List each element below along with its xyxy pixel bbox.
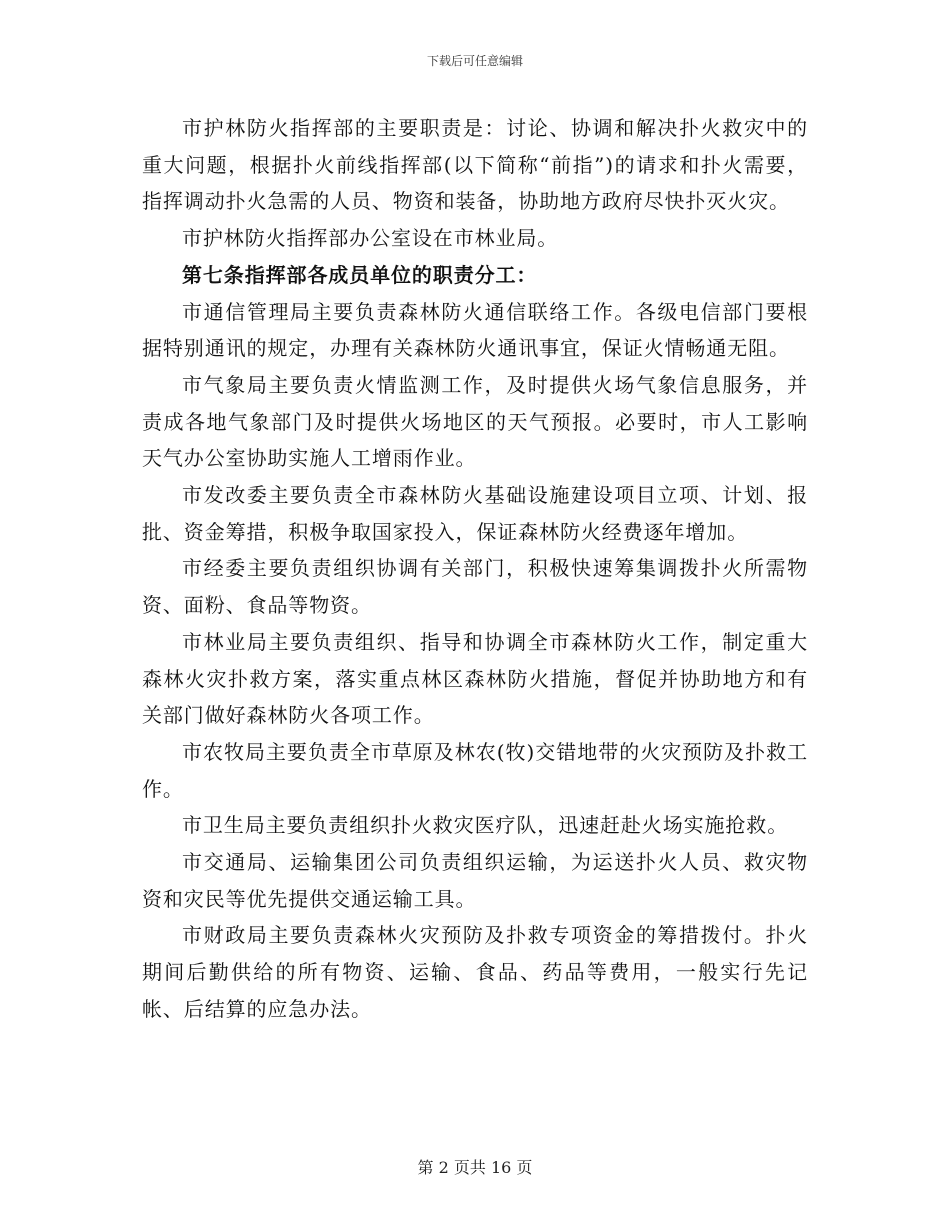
paragraph: 市护林防火指挥部办公室设在市林业局。 — [182, 226, 559, 251]
paragraph: 市交通局、运输集团公司负责组织运输，为运送扑火人员、救灾物资和灾民等优先提供交通运输工具。 — [142, 850, 808, 911]
paragraph: 市气象局主要负责火情监测工作，及时提供火场气象信息服务，并责成各地气象部门及时提供火场地区的天气预报。必要时，市人工影响天气办公室协助实施人工增雨作业。 — [142, 372, 808, 471]
page-number: 第 2 页共 16 页 — [417, 1158, 533, 1177]
paragraph: 市发改委主要负责全市森林防火基础设施建设项目立项、计划、报批、资金筹措，积极争取国家投入，保证森林防火经费逐年增加。 — [142, 483, 808, 544]
paragraph: 市财政局主要负责森林火灾预防及扑救专项资金的筹措拨付。扑火期间后勤供给的所有物资、运输、食品、药品等费用，一般实行先记帐、后结算的应急办法。 — [142, 923, 808, 1021]
paragraph: 市经委主要负责组织协调有关部门，积极快速筹集调拨扑火所需物资、面粉、食品等物资。 — [142, 556, 808, 618]
paragraph: 市护林防火指挥部的主要职责是：讨论、协调和解决扑火救灾中的重大问题，根据扑火前线指挥部(以下简称“前指”)的请求和扑火需要，指挥调动扑火急需的人员、物资和装备，协助地方政府尽快扑灭火灾。 — [142, 116, 808, 214]
paragraph: 市农牧局主要负责全市草原及林农(牧)交错地带的火灾预防及扑救工作。 — [142, 739, 808, 801]
paragraph: 市卫生局主要负责组织扑火救灾医疗队，迅速赶赴火场实施抢救。 — [182, 813, 789, 838]
page-header-note: 下载后可任意编辑 — [426, 54, 523, 68]
paragraph: 市林业局主要负责组织、指导和协调全市森林防火工作，制定重大森林火灾扑救方案，落实重点林区森林防火措施，督促并协助地方和有关部门做好森林防火各项工作。 — [142, 629, 808, 728]
article-heading: 第七条指挥部各成员单位的职责分工： — [182, 262, 538, 287]
document-body — [142, 110, 808, 1028]
paragraph: 市通信管理局主要负责森林防火通信联络工作。各级电信部门要根据特别通讯的规定，办理有关森林防火通讯事宜，保证火情畅通无阻。 — [142, 299, 808, 361]
